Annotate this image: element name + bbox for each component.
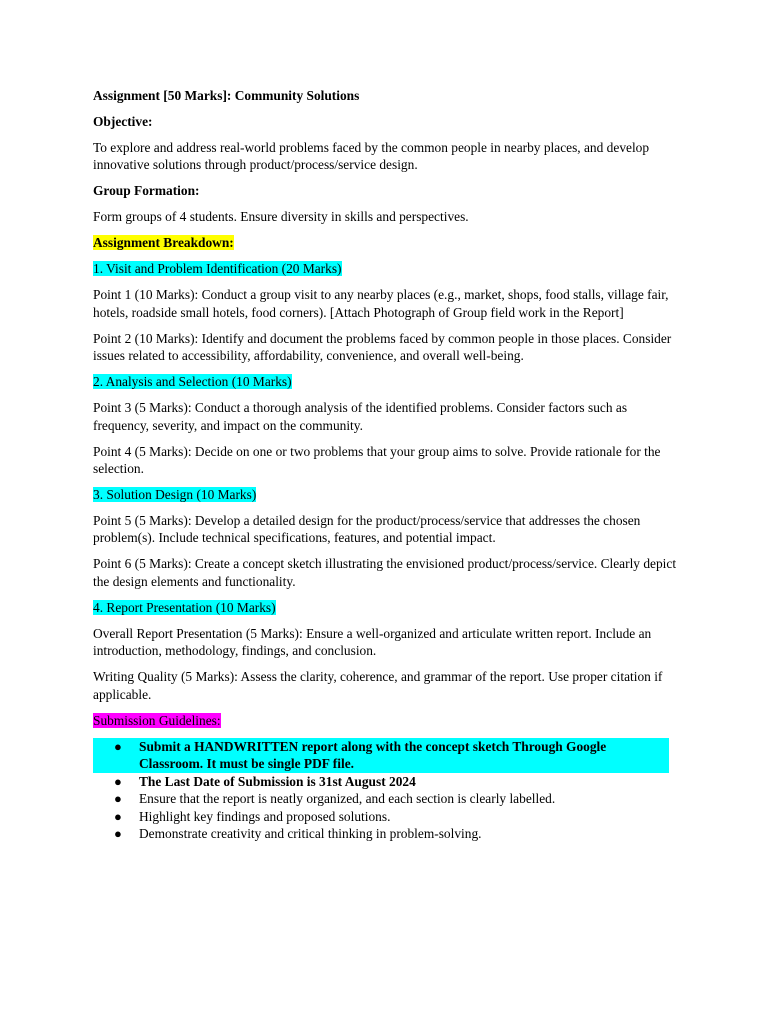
breakdown-heading-text: Assignment Breakdown:: [93, 235, 234, 251]
group-formation-text: Form groups of 4 students. Ensure diversity in skills and perspectives.: [93, 209, 469, 225]
guideline-text: Submit a HANDWRITTEN report along with the concept sketch Through Google Classroom. It must be single PDF file.: [139, 739, 607, 772]
guideline-item-highlight: [93, 808, 683, 825]
section-heading-text: 1. Visit and Problem Identification (20 Marks): [93, 261, 342, 277]
point-3: Point 3 (5 Marks): Conduct a thorough analysis of the identified problems. Consider factors such as frequency, severity, and impact on the community.: [93, 400, 628, 433]
point-4: Point 4 (5 Marks): Decide on one or two problems that your group aims to solve. Provide rationale for the selection.: [93, 443, 661, 477]
section-heading-text: 4. Report Presentation (10 Marks): [93, 599, 276, 615]
overall-report-presentation: Overall Report Presentation (5 Marks): Ensure a well-organized and articulate written report. Include an introduction, methodology, findings, and conclusion.: [93, 625, 652, 659]
bullet-icon: ●: [114, 739, 122, 755]
breakdown-heading: [93, 234, 683, 251]
section-heading-3: [93, 486, 683, 503]
section-heading-text: 3. Solution Design (10 Marks): [93, 487, 257, 503]
bullet-icon: ●: [114, 791, 122, 807]
guideline-item-last-date: [93, 773, 683, 790]
point-5: Point 5 (5 Marks): Develop a detailed design for the product/process/service that addresses the chosen problem(s). Include technical specifications, features, and potential impact.: [93, 513, 641, 546]
group-formation-heading: [93, 182, 683, 199]
objective-heading-text: Objective:: [93, 114, 153, 129]
guideline-text: Highlight key findings and proposed solutions.: [139, 808, 391, 824]
guideline-item-handwritten: [93, 738, 669, 773]
title-text: Assignment [50 Marks]: Community Solutions: [93, 88, 360, 103]
document-title: [93, 87, 683, 104]
guideline-item-organized: [93, 790, 683, 807]
guideline-text: The Last Date of Submission is 31st August 2024: [139, 773, 416, 789]
objective-text: To explore and address real-world problems faced by the common people in nearby places, and develop innovative solutions through product/process/service design.: [93, 140, 650, 173]
submission-heading: [93, 712, 683, 729]
writing-quality: Writing Quality (5 Marks): Assess the clarity, coherence, and grammar of the report. Use proper citation if applicable.: [93, 669, 663, 702]
point-1: Point 1 (10 Marks): Conduct a group visit to any nearby places (e.g., market, shops, food stalls, village fair, hotels, roadside small hotels, food corners). [Attach Photograph of Group field work in the Report]: [93, 287, 669, 320]
bullet-icon: ●: [114, 773, 122, 789]
section-heading-2: [93, 373, 683, 390]
section-heading-4: [93, 599, 683, 616]
guideline-item-creativity: [93, 825, 683, 842]
submission-heading-text: Submission Guidelines:: [93, 712, 221, 728]
submission-guidelines-list: [93, 738, 683, 842]
objective-heading: [93, 113, 683, 130]
point-6: Point 6 (5 Marks): Create a concept sketch illustrating the envisioned product/process/service. Clearly depict the design elements and functionality.: [93, 556, 677, 589]
bullet-icon: ●: [114, 808, 122, 824]
section-heading-text: 2. Analysis and Selection (10 Marks): [93, 374, 292, 390]
point-2: Point 2 (10 Marks): Identify and document the problems faced by common people in those places. Consider issues related to accessibility, affordability, convenience, and overall well-being.: [93, 330, 672, 364]
bullet-icon: ●: [114, 826, 122, 842]
group-formation-heading-text: Group Formation:: [93, 183, 200, 199]
guideline-text: Ensure that the report is neatly organized, and each section is clearly labelled.: [139, 791, 556, 807]
document-page: [93, 87, 683, 843]
guideline-text: Demonstrate creativity and critical thinking in problem-solving.: [139, 826, 482, 842]
section-heading-1: [93, 260, 683, 277]
